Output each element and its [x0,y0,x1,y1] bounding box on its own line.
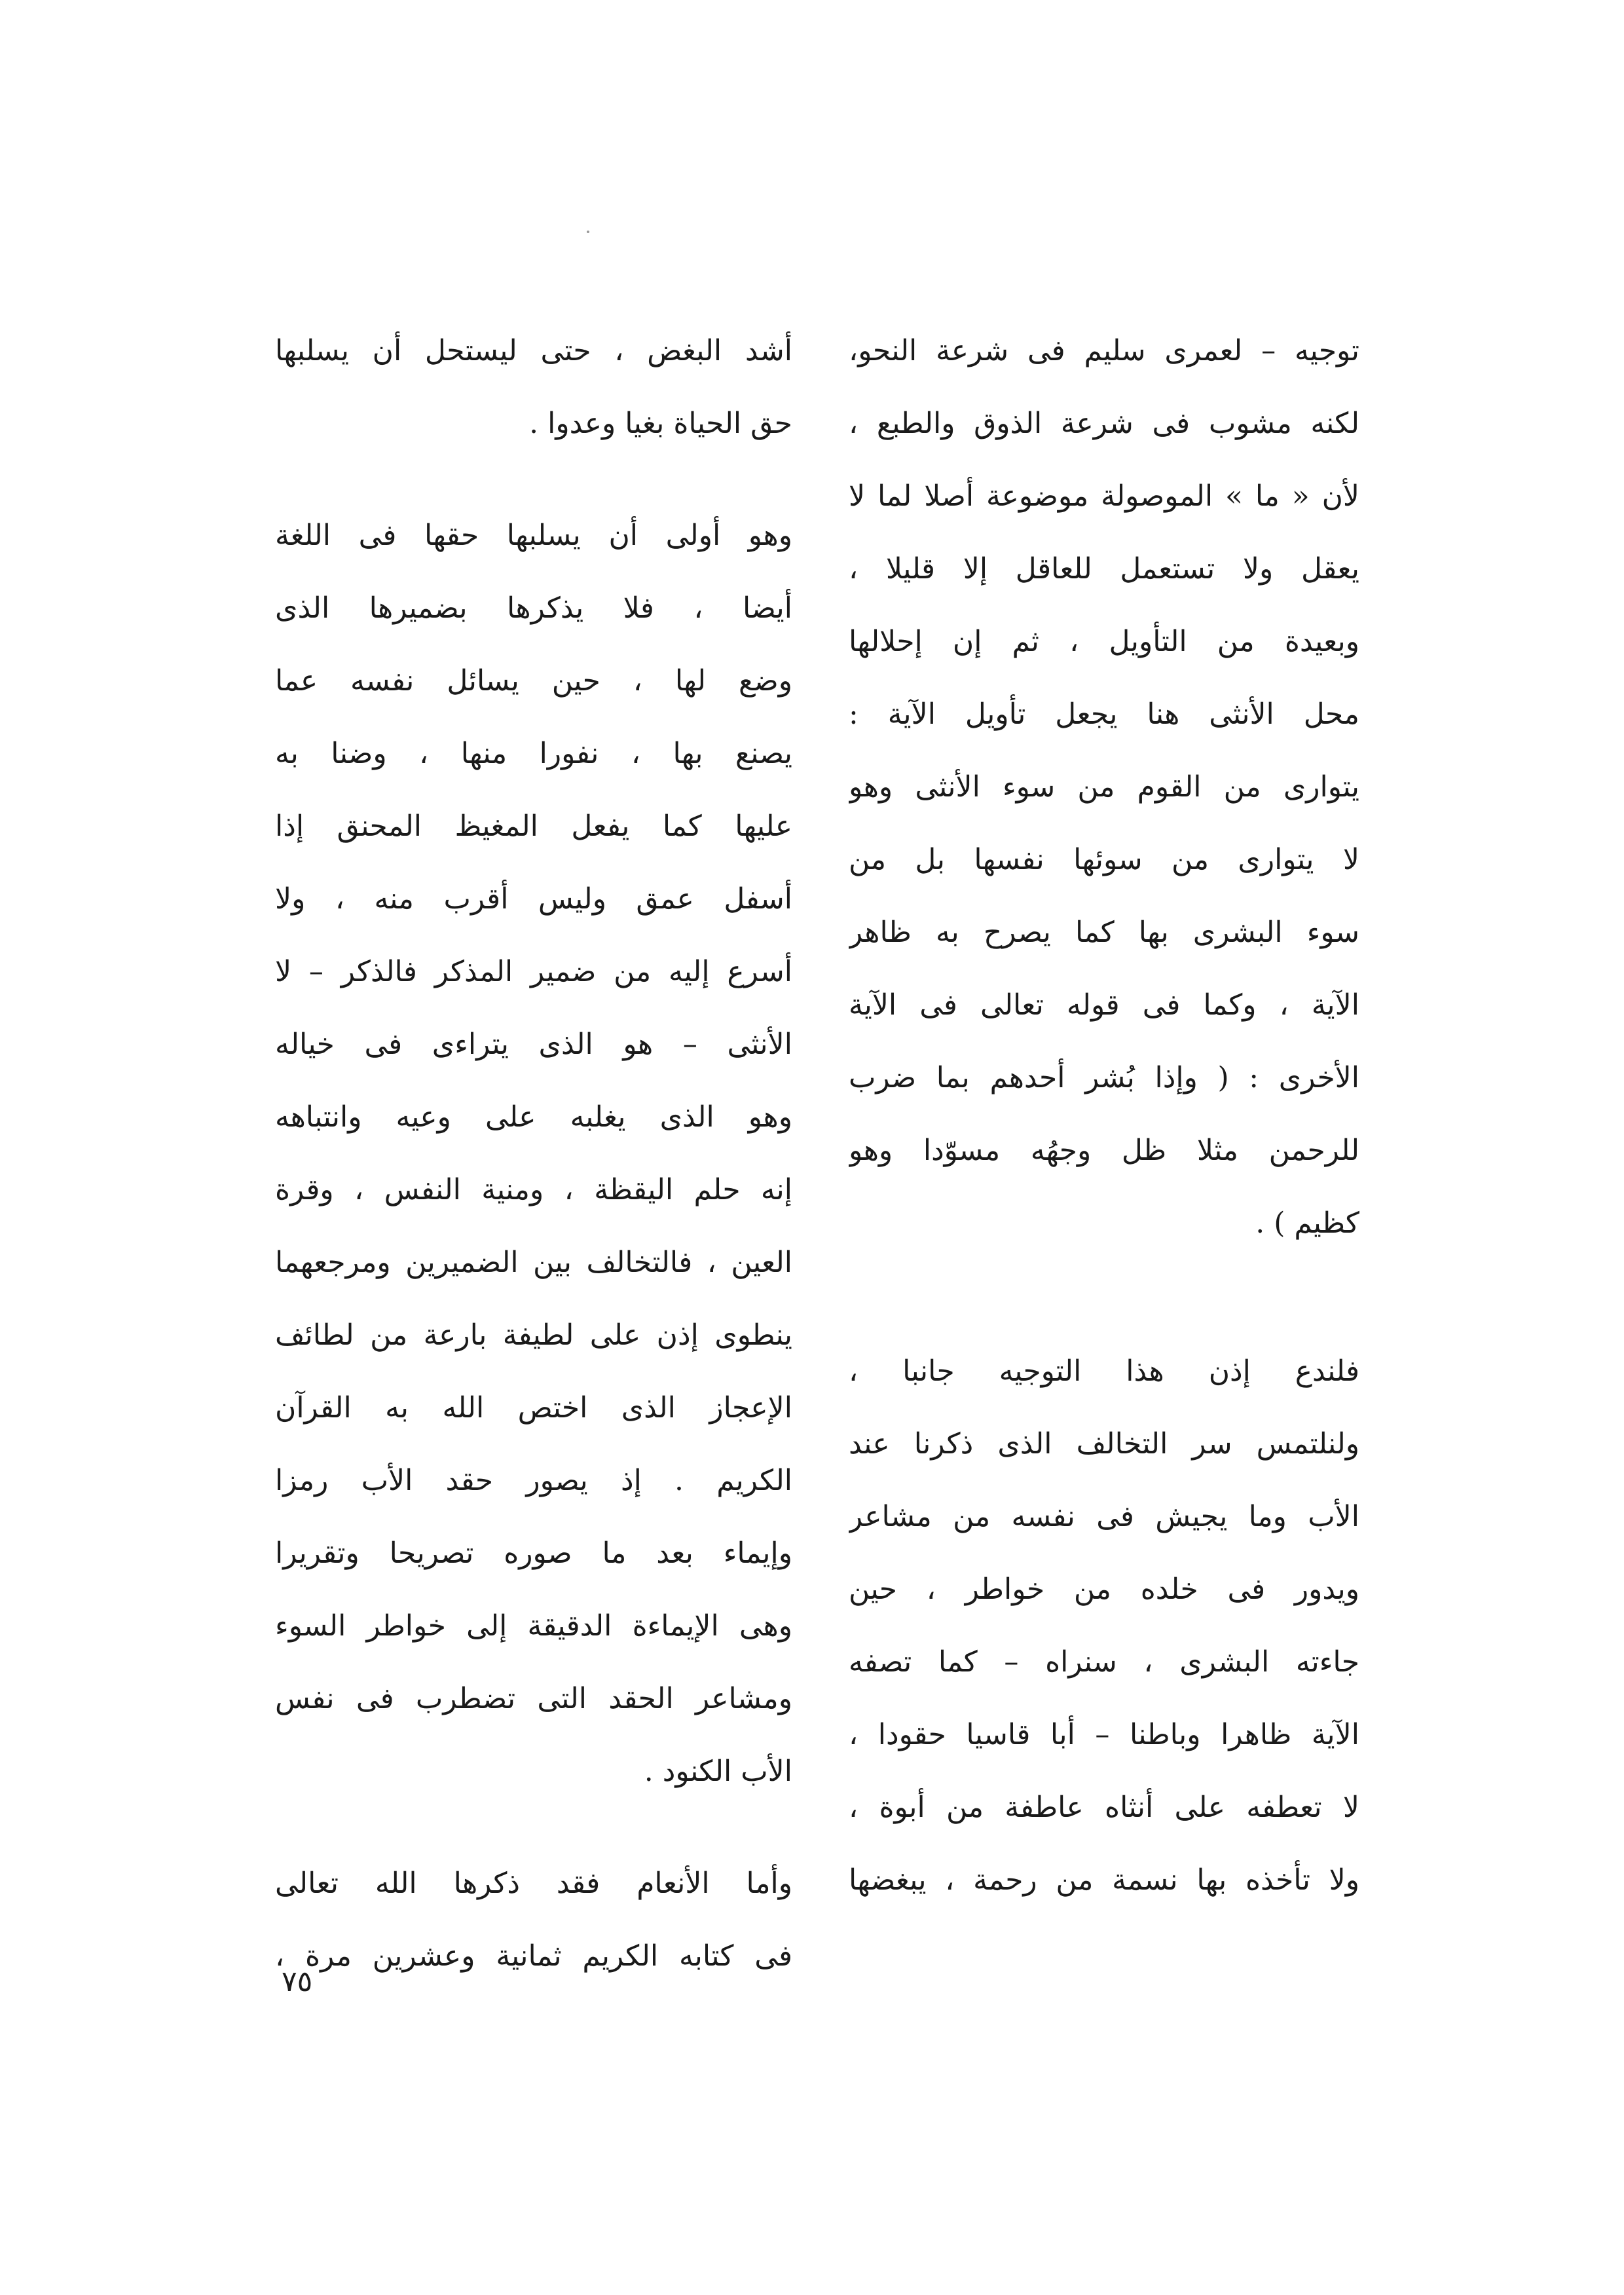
text-line: توجيه – لعمرى سليم فى شرعة النحو، [849,334,1359,367]
text-line: الأب الكنود . [644,1755,792,1788]
text-line: محل الأنثى هنا يجعل تأويل الآية : [849,698,1359,731]
text-line: يتوارى من القوم من سوء الأنثى وهو [849,770,1359,804]
page-speck [587,231,589,233]
right-column [849,314,1359,1916]
text-line: للرحمن مثلا ظل وجهُه مسوّدا وهو [849,1134,1359,1167]
text-line: وبعيدة من التأويل ، ثم إن إحلالها [849,625,1359,658]
text-line: الأنثى – هو الذى يتراءى فى خياله [275,1028,792,1061]
text-line: يعقل ولا تستعمل للعاقل إلا قليلا ، [849,552,1359,586]
text-line: فلندع إذن هذا التوجيه جانبا ، [849,1354,1359,1388]
text-line: أسرع إليه من ضمير المذكر فالذكر – لا [275,955,792,988]
text-line: ومشاعر الحقد التى تضطرب فى نفس [275,1682,792,1715]
paragraph-gap [275,460,792,499]
text-line: ويدور فى خلده من خواطر ، حين [849,1573,1359,1606]
text-line: كظيم ) . [1255,1206,1359,1240]
text-line: سوء البشرى بها كما يصرح به ظاهر [849,916,1359,949]
text-line: وأما الأنعام فقد ذكرها الله تعالى [275,1867,792,1900]
text-line: أشد البغض ، حتى ليستحل أن يسلبها [275,334,792,367]
text-line: ولا تأخذه بها نسمة من رحمة ، يبغضها [849,1863,1359,1897]
text-line: ولنلتمس سر التخالف الذى ذكرنا عند [849,1427,1359,1461]
text-line: وهو الذى يغلبه على وعيه وانتباهه [275,1100,792,1134]
text-line: وضع لها ، حين يسائل نفسه عما [275,664,792,698]
text-line: الإعجاز الذى اختص الله به القرآن [275,1391,792,1425]
text-line: الآية ، وكما فى قوله تعالى فى الآية [849,988,1359,1022]
text-line: أيضا ، فلا يذكرها بضميرها الذى [275,591,792,625]
text-line: عليها كما يفعل المغيظ المحنق إذا [275,810,792,843]
text-line: الآية ظاهرا وباطنا – أبا قاسيا حقودا ، [849,1718,1359,1751]
text-line: إنه حلم اليقظة ، ومنية النفس ، وقرة [275,1173,792,1206]
text-line: لا يتوارى من سوئها نفسها بل من [849,843,1359,876]
text-line: وإيماء بعد ما صوره تصريحا وتقريرا [275,1537,792,1570]
text-line: فى كتابه الكريم ثمانية وعشرين مرة ، [275,1939,792,1973]
left-paragraph-2 [275,499,792,1808]
text-line: ينطوى إذن على لطيفة بارعة من لطائف [275,1318,792,1352]
left-paragraph-1 [275,314,792,460]
text-line: لكنه مشوب فى شرعة الذوق والطبع ، [849,407,1359,440]
page-number: ٧٥ [282,1965,313,1998]
paragraph-gap [275,1808,792,1847]
text-line: العين ، فالتخالف بين الضميرين ومرجعهما [275,1246,792,1279]
text-line: الأخرى : ( وإذا بُشر أحدهم بما ضرب [849,1061,1359,1094]
right-paragraph-2 [849,1335,1359,1916]
text-line: الأب وما يجيش فى نفسه من مشاعر [849,1500,1359,1533]
text-line: لا تعطفه على أنثاه عاطفة من أبوة ، [849,1791,1359,1824]
text-line: يصنع بها ، نفورا منها ، وضنا به [275,737,792,770]
text-line: وهو أولى أن يسلبها حقها فى اللغة [275,519,792,552]
text-line: جاءته البشرى ، سنراه – كما تصفه [849,1645,1359,1679]
text-line: أسفل عمق وليس أقرب منه ، ولا [275,882,792,916]
paragraph-gap [849,1259,1359,1335]
text-line: حق الحياة بغيا وعدوا . [529,407,792,440]
text-line: لأن « ما » الموصولة موضوعة أصلا لما لا [849,479,1359,513]
text-line: الكريم . إذ يصور حقد الأب رمزا [275,1464,792,1497]
right-paragraph-1 [849,314,1359,1259]
left-column [275,314,792,1992]
text-line: وهى الإيماءة الدقيقة إلى خواطر السوء [275,1609,792,1643]
